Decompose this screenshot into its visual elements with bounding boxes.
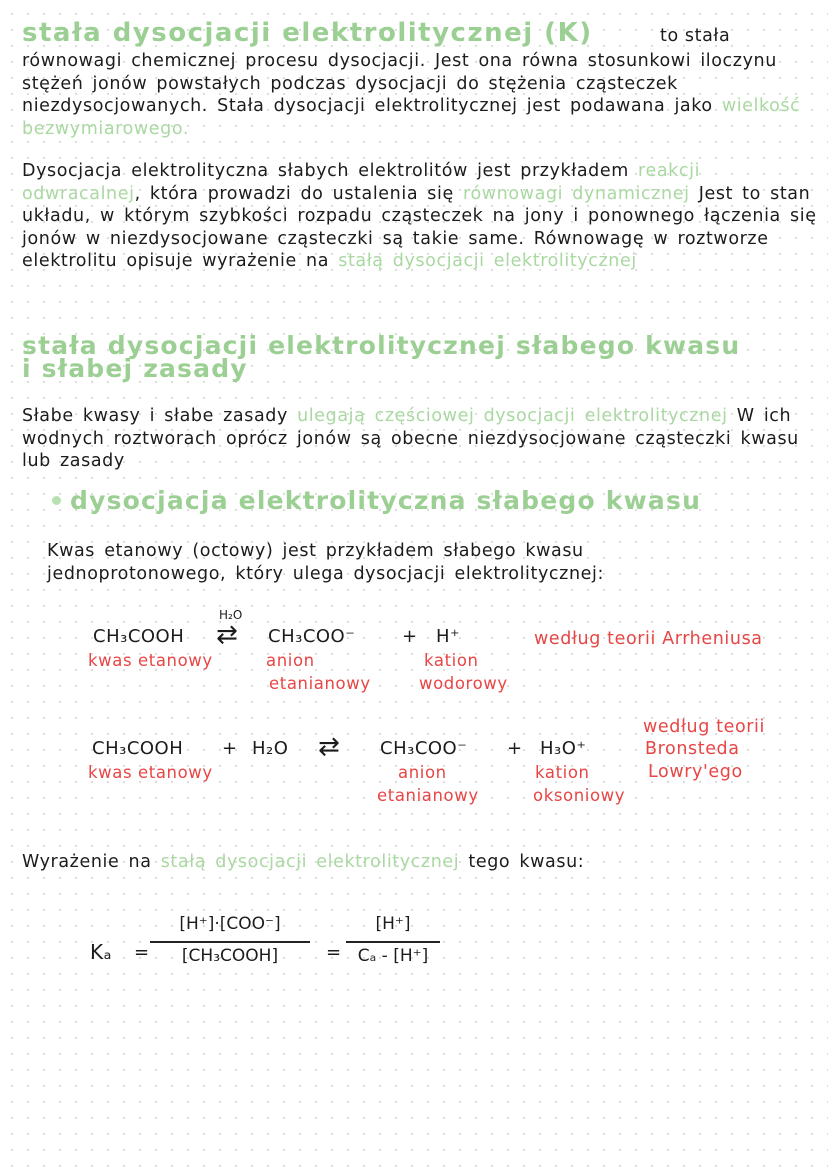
paragraph-text-a: Dysocjacja elektrolityczna słabych elektrolitów jest przykładem — [22, 161, 639, 181]
bullet-dot — [52, 496, 61, 505]
reaction1-label-anion: anion — [266, 651, 315, 670]
paragraph-text-b: , która prowadzi do ustalenia się — [134, 183, 464, 204]
term-dissociation-constant: stałą dysocjacji elektrolitycznej — [338, 251, 637, 271]
ka-symbol: Kₐ — [90, 940, 112, 964]
heading-continuation: to stała — [660, 26, 731, 46]
paragraph-definition-text: równowagi chemicznej procesu dysocjacji. Jest ona równa stosunkowi iloczynu stężeń jonów powstałych podczas dysocjacji do stężenia cząsteczek niezdysocjowanych. Stała dysocjacji elektrolitycznej jest podawana jako — [22, 51, 777, 116]
reaction1-theory-label: według teorii Arrheniusa — [534, 629, 763, 649]
reaction1-reactant: CH₃COOH — [93, 626, 185, 647]
reaction2-product1: CH₃COO⁻ — [380, 738, 468, 759]
subsection-heading-weak-acid: dysocjacja elektrolityczna słabego kwasu — [70, 486, 702, 515]
term-reversible-reaction: reakcji odwracalnej — [22, 161, 701, 204]
reaction2-theory-line2: Bronsteda — [645, 739, 740, 759]
reaction2-product2: H₃O⁺ — [540, 738, 587, 759]
expression-intro-text-b: tego kwasu: — [459, 852, 585, 872]
paragraph-definition — [22, 50, 822, 140]
reaction2-label-cation-name: oksoniowy — [533, 786, 626, 805]
equals-sign-2: = — [326, 942, 342, 963]
section-heading-dissociation-constant: stała dysocjacji elektrolitycznej (K) — [22, 18, 593, 48]
reaction2-equilibrium-arrow: ⇄ — [318, 732, 341, 762]
reaction2-theory-line3: Lowry'ego — [648, 762, 743, 782]
reaction1-over-arrow: H₂O — [219, 608, 243, 622]
section-heading-weak-acid-base-line2: i słabej zasady — [22, 354, 248, 383]
term-dynamic-equilibrium: równowagi dynamicznej — [463, 183, 690, 204]
reaction2-plus2: + — [507, 738, 523, 759]
reaction2-theory-line1: według teorii — [643, 717, 765, 737]
reaction1-plus: + — [402, 626, 418, 647]
paragraph-text-a: Słabe kwasy i słabe zasady — [22, 406, 298, 426]
reaction1-label-cation: kation — [424, 651, 479, 670]
equals-sign-1: = — [134, 942, 150, 963]
paragraph-partial-dissociation — [22, 405, 822, 473]
paragraph-expression-intro — [22, 851, 822, 874]
reaction2-reactant1: CH₃COOH — [92, 738, 184, 759]
term-dimensionless: wielkość bezwymiarowego. — [22, 96, 801, 139]
reaction1-label-reactant: kwas etanowy — [88, 651, 213, 670]
reaction2-label-anion-name: etanianowy — [377, 786, 479, 805]
reaction1-label-cation-name: wodorowy — [419, 674, 508, 693]
reaction1-product1: CH₃COO⁻ — [268, 626, 356, 647]
reaction2-plus1: + — [222, 738, 238, 759]
reaction1-product2: H⁺ — [436, 626, 461, 647]
section-heading-weak-acid-base: stała dysocjacji elektrolitycznej słabego kwasu — [22, 331, 741, 360]
paragraph-text-b: W ich wodnych roztworach oprócz jonów są obecne niezdysocjowane cząsteczki kwasu lub zasady — [22, 406, 799, 471]
fraction1-denominator: [CH₃COOH] — [181, 946, 279, 966]
fraction2-bar — [346, 941, 440, 943]
fraction1-numerator: [H⁺]·[COO⁻] — [179, 914, 281, 934]
fraction2-denominator: Cₐ - [H⁺] — [357, 946, 429, 966]
paragraph-text-c: Jest to stan układu, w którym szybkości rozpadu cząsteczek na jony i ponownego łączenia się jonów w niezdysocjowane cząsteczki są takie same. Równowagę w roztworze elektrolitu opisuje wyrażenie na — [22, 183, 817, 271]
paragraph-weak-electrolytes — [22, 160, 822, 273]
fraction2-numerator: [H⁺] — [375, 914, 411, 934]
term-dissociation-constant-2: stałą dysocjacji elektrolitycznej — [160, 852, 460, 872]
reaction1-equilibrium-arrow: ⇄ — [216, 620, 239, 650]
reaction2-label-reactant: kwas etanowy — [88, 763, 213, 782]
reaction1-label-anion-name: etanianowy — [269, 674, 371, 693]
expression-intro-text-a: Wyrażenie na — [22, 852, 161, 872]
reaction2-label-cation: kation — [535, 763, 590, 782]
reaction2-label-anion: anion — [398, 763, 447, 782]
term-partial-dissociation: ulegają częściowej dysocjacji elektrolitycznej — [297, 406, 728, 426]
fraction1-bar — [150, 941, 310, 943]
reaction2-reactant2: H₂O — [252, 738, 289, 759]
paragraph-acetic-acid: Kwas etanowy (octowy) jest przykładem słabego kwasu jednoprotonowego, który ulega dysocjacji elektrolitycznej: — [47, 541, 604, 584]
